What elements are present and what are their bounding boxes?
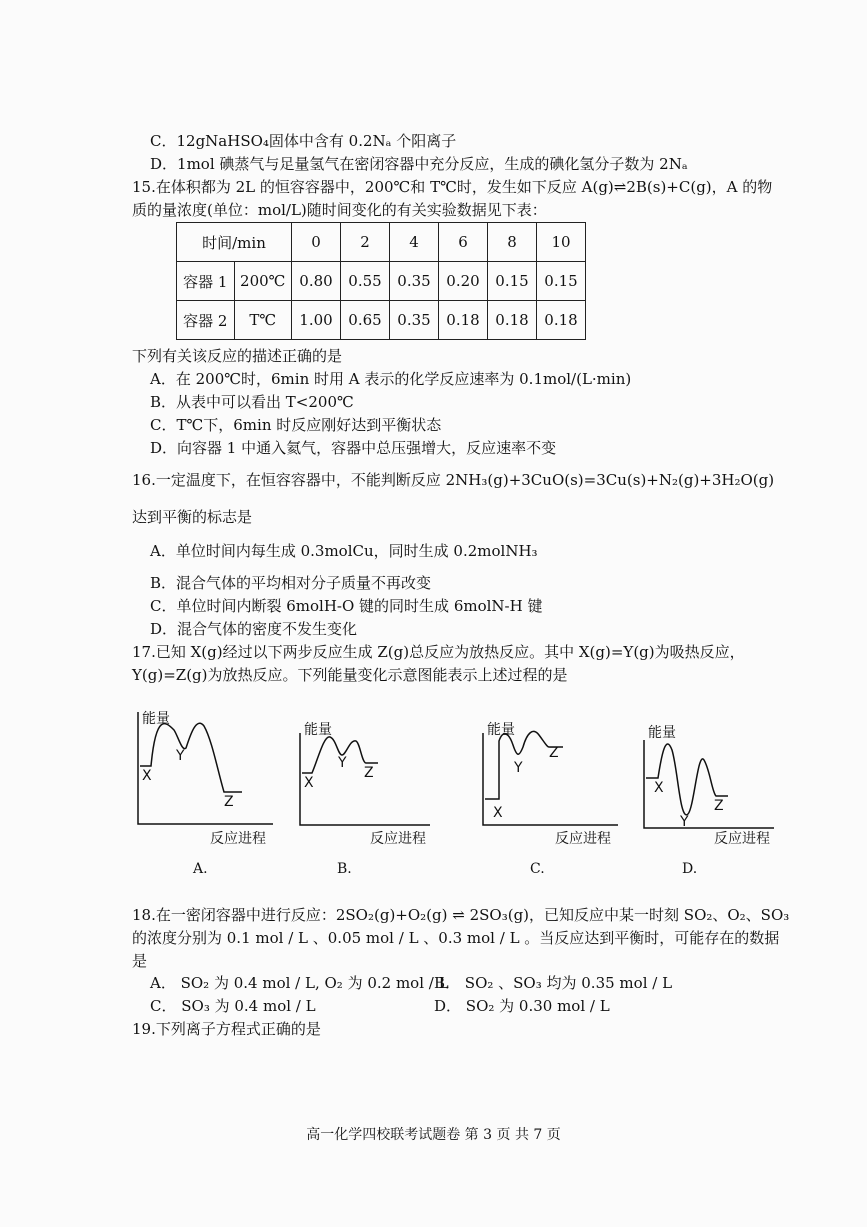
q15-option-a: A．在 200℃时，6min 时用 A 表示的化学反应速率为 0.1mol/(L·min) xyxy=(150,370,632,388)
q16-stem-line2: 达到平衡的标志是 xyxy=(132,508,253,526)
point-x-label: X xyxy=(304,775,314,791)
table-header-cell: 8 xyxy=(488,223,537,262)
energy-axis-label: 能量 xyxy=(648,725,676,741)
option-b-label: B. xyxy=(337,861,352,877)
point-x-label: X xyxy=(493,805,503,821)
table-cell: 0.18 xyxy=(439,301,488,340)
q18-stem-line3: 是 xyxy=(132,952,148,970)
q17-stem-line2: Y(g)=Z(g)为放热反应。下列能量变化示意图能表示上述过程的是 xyxy=(132,666,568,684)
q14-option-d: D．1mol 碘蒸气与足量氢气在密闭容器中充分反应，生成的碘化氢分子数为 2Nₐ xyxy=(150,155,688,173)
table-cell: 0.35 xyxy=(390,301,439,340)
energy-diagram-a-svg xyxy=(138,712,278,832)
point-x-label: X xyxy=(654,780,664,796)
q15-stem-line1: 15.在体积都为 2L 的恒容容器中，200℃和 T℃时，发生如下反应 A(g)⇌2B(s)+C(g)，A 的物 xyxy=(132,178,773,196)
energy-diagram-d xyxy=(644,725,784,847)
q16-stem-line1: 16.一定温度下，在恒容容器中，不能判断反应 2NH₃(g)+3CuO(s)=3Cu(s)+N₂(g)+3H₂O(g) xyxy=(132,471,775,489)
table-header-cell: 4 xyxy=(390,223,439,262)
point-z-label: Z xyxy=(224,794,234,810)
table-cell: 0.20 xyxy=(439,262,488,301)
q19-stem: 19.下列离子方程式正确的是 xyxy=(132,1020,321,1038)
option-a-label: A. xyxy=(193,861,208,877)
table-cell: 容器 2 xyxy=(177,301,235,340)
progress-axis-label: 反应进程 xyxy=(370,831,426,847)
point-x-label: X xyxy=(142,768,152,784)
q15-option-c: C．T℃下，6min 时反应刚好达到平衡状态 xyxy=(150,416,442,434)
q15-option-b: B．从表中可以看出 T<200℃ xyxy=(150,393,354,411)
q16-option-c: C．单位时间内断裂 6molH-O 键的同时生成 6molN-H 键 xyxy=(150,597,543,615)
concentration-table xyxy=(176,222,586,340)
q16-option-d: D．混合气体的密度不发生变化 xyxy=(150,620,358,638)
q17-stem-line1: 17.已知 X(g)经过以下两步反应生成 Z(g)总反应为放热反应。其中 X(g)=Y(g)为吸热反应， xyxy=(132,643,745,661)
table-cell: 0.35 xyxy=(390,262,439,301)
table-cell: 0.80 xyxy=(292,262,341,301)
q18-stem-line2: 的浓度分别为 0.1 mol / L 、0.05 mol / L 、0.3 mol / L 。当反应达到平衡时，可能存在的数据 xyxy=(132,929,780,947)
progress-axis-label: 反应进程 xyxy=(555,831,611,847)
energy-diagram-c xyxy=(483,722,623,847)
point-y-label: Y xyxy=(514,760,523,776)
q16-option-a: A．单位时间内每生成 0.3molCu，同时生成 0.2molNH₃ xyxy=(150,542,538,560)
table-cell: 200℃ xyxy=(234,262,292,301)
table-header-cell: 2 xyxy=(341,223,390,262)
point-z-label: Z xyxy=(364,765,374,781)
energy-diagram-b-svg xyxy=(300,733,440,833)
energy-diagram-d-svg xyxy=(644,740,784,840)
table-row xyxy=(177,262,586,301)
q14-option-c: C．12gNaHSO₄固体中含有 0.2Nₐ 个阳离子 xyxy=(150,132,457,150)
table-cell: 0.65 xyxy=(341,301,390,340)
table-cell: 0.55 xyxy=(341,262,390,301)
table-cell: 0.15 xyxy=(488,262,537,301)
point-y-label: Y xyxy=(338,755,347,771)
energy-axis-label: 能量 xyxy=(142,711,170,727)
q15-option-d: D．向容器 1 中通入氦气，容器中总压强增大，反应速率不变 xyxy=(150,439,557,457)
table-cell: T℃ xyxy=(234,301,292,340)
table-cell: 0.15 xyxy=(537,262,586,301)
point-z-label: Z xyxy=(549,745,559,761)
q15-stem-line2: 质的量浓度(单位：mol/L)随时间变化的有关实验数据见下表： xyxy=(132,201,547,219)
option-d-label: D. xyxy=(682,861,698,877)
q16-option-b: B．混合气体的平均相对分子质量不再改变 xyxy=(150,574,432,592)
option-c-label: C. xyxy=(530,861,545,877)
table-header-cell: 时间/min xyxy=(177,223,292,262)
energy-axis-label: 能量 xyxy=(487,722,515,738)
point-y-label: Y xyxy=(176,748,185,764)
table-cell: 容器 1 xyxy=(177,262,235,301)
q18-option-b: B． SO₂ 、SO₃ 均为 0.35 mol / L xyxy=(434,974,673,992)
page-footer: 高一化学四校联考试题卷 第 3 页 共 7 页 xyxy=(306,1127,561,1143)
q18-option-d: D． SO₂ 为 0.30 mol / L xyxy=(434,997,610,1015)
q18-stem-line1: 18.在一密闭容器中进行反应：2SO₂(g)+O₂(g) ⇌ 2SO₃(g)，已知反应中某一时刻 SO₂、O₂、SO₃ xyxy=(132,906,790,924)
progress-axis-label: 反应进程 xyxy=(210,831,266,847)
table-header-row xyxy=(177,223,586,262)
progress-axis-label: 反应进程 xyxy=(714,831,770,847)
q18-option-c: C． SO₃ 为 0.4 mol / L xyxy=(150,997,316,1015)
q15-question: 下列有关该反应的描述正确的是 xyxy=(132,347,343,365)
point-z-label: Z xyxy=(714,798,724,814)
table-header-cell: 0 xyxy=(292,223,341,262)
point-y-label: Y xyxy=(680,814,689,830)
q18-option-a: A． SO₂ 为 0.4 mol / L, O₂ 为 0.2 mol / L xyxy=(150,974,449,992)
table-header-cell: 6 xyxy=(439,223,488,262)
energy-diagram-a xyxy=(138,711,278,847)
table-row xyxy=(177,301,586,340)
energy-diagram-b xyxy=(300,722,440,847)
table-header-cell: 10 xyxy=(537,223,586,262)
energy-axis-label: 能量 xyxy=(304,722,332,738)
table-cell: 0.18 xyxy=(488,301,537,340)
table-cell: 1.00 xyxy=(292,301,341,340)
table-cell: 0.18 xyxy=(537,301,586,340)
